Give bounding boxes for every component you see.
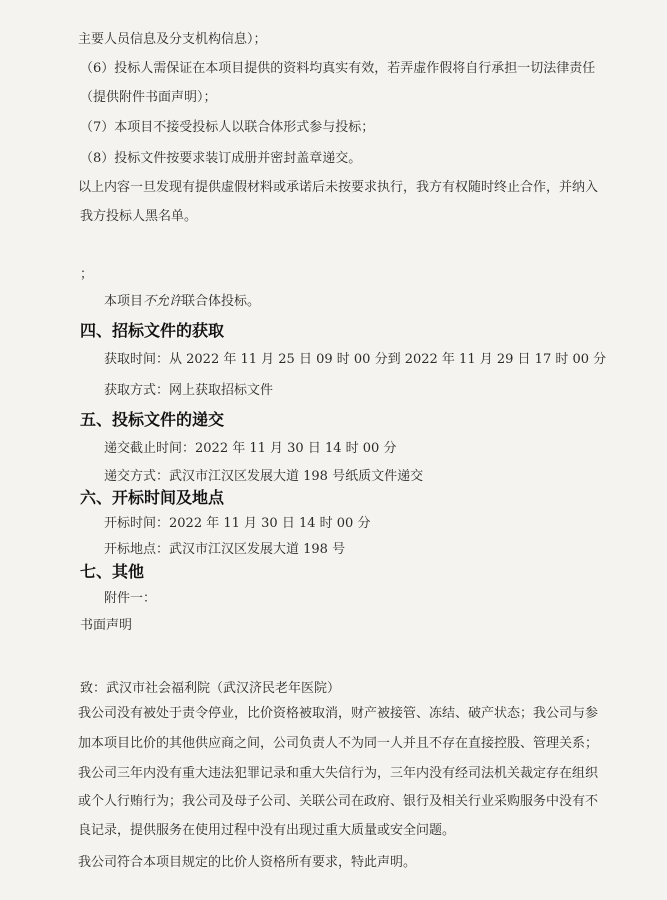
intro-line-2: （6）投标人需保证在本项目提供的资料均真实有效，若弄虚作假将自行承担一切法律责任 xyxy=(80,61,596,76)
opening-time: 开标时间：2022 年 11 月 30 日 14 时 00 分 xyxy=(104,516,371,531)
statement-line-4: 或个人行贿行为；我公司及母子公司、关联公司在政府、银行及相关行业采购服务中没有不 xyxy=(78,794,599,809)
statement-line-2: 加本项目比价的其他供应商之间，公司负责人不为同一人并且不存在直接控股、管理关系； xyxy=(78,736,599,751)
opening-place: 开标地点：武汉市江汉区发展大道 198 号 xyxy=(104,542,346,557)
submit-deadline: 递交截止时间：2022 年 11 月 30 日 14 时 00 分 xyxy=(104,441,397,456)
statement-line-5: 良记录，提供服务在使用过程中没有出现过重大质量或安全问题。 xyxy=(78,823,456,838)
section-5-heading: 五、投标文件的递交 xyxy=(80,410,225,429)
section-6-heading: 六、开标时间及地点 xyxy=(80,488,225,507)
intro-line-7: 我方投标人黑名单。 xyxy=(80,209,198,224)
statement-line-6: 我公司符合本项目规定的比价人资格所有要求，特此声明。 xyxy=(78,855,417,870)
joint-bid-pre: 本项目 xyxy=(104,294,144,309)
stray-mark: ； xyxy=(80,267,94,282)
submit-method: 递交方式：武汉市江汉区发展大道 198 号纸质文件递交 xyxy=(104,469,424,484)
intro-line-3: （提供附件书面声明）； xyxy=(80,90,217,105)
section-7-heading: 七、其他 xyxy=(80,562,145,581)
intro-line-1: 主要人员信息及分支机构信息）； xyxy=(78,32,267,47)
section-4-heading: 四、招标文件的获取 xyxy=(80,321,225,340)
intro-line-5: （8）投标文件按要求装订成册并密封盖章递交。 xyxy=(80,151,362,166)
attachment-label: 附件一： xyxy=(104,591,157,606)
statement-addressee: 致：武汉市社会福利院（武汉济民老年医院） xyxy=(80,681,341,696)
joint-bid-line xyxy=(104,293,260,311)
statement-line-3: 我公司三年内没有重大违法犯罪记录和重大失信行为，三年内没有经司法机关裁定存在组织 xyxy=(78,766,599,781)
doc-obtain-time: 获取时间：从 2022 年 11 月 25 日 09 时 00 分到 2022 年 11 月 29 日 17 时 00 分 xyxy=(104,352,607,367)
statement-title: 书面声明 xyxy=(80,618,133,633)
intro-line-6: 以上内容一旦发现有提供虚假材料或承诺后未按要求执行，我方有权随时终止合作，并纳入 xyxy=(78,180,599,195)
intro-line-4: （7）本项目不接受投标人以联合体形式参与投标； xyxy=(80,120,375,135)
joint-bid-emphasis: 不允许 xyxy=(143,294,183,309)
statement-line-1: 我公司没有被处于责令停业，比价资格被取消，财产被接管、冻结、破产状态；我公司与参 xyxy=(78,706,599,721)
doc-obtain-method: 获取方式：网上获取招标文件 xyxy=(104,383,274,398)
joint-bid-post: 联合体投标。 xyxy=(182,294,261,309)
